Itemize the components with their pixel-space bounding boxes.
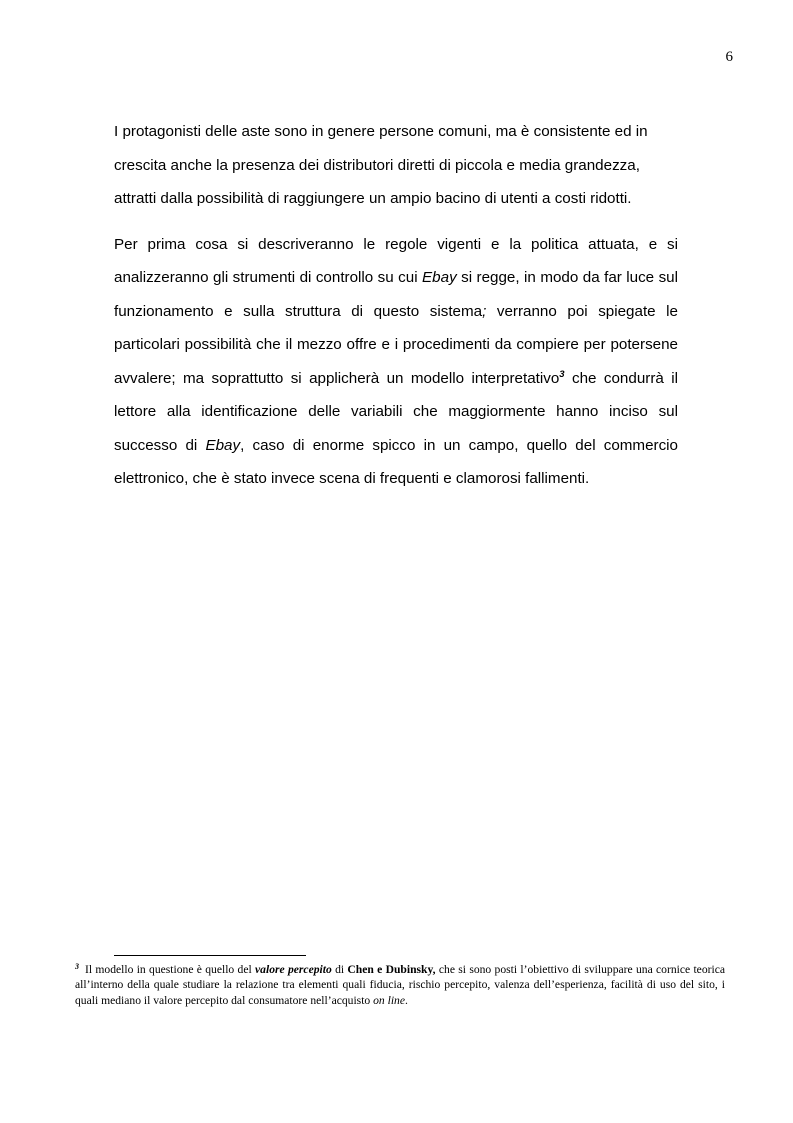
ebay-term: Ebay <box>205 436 241 454</box>
paragraph-2 <box>114 228 678 496</box>
footnote-text: Il modello in questione è quello del <box>85 963 256 976</box>
footnote-separator <box>114 955 306 956</box>
footnote-reference: 3 <box>559 368 565 380</box>
page-number: 6 <box>725 49 733 65</box>
ebay-term: Ebay <box>422 269 457 286</box>
footnote-text: di <box>331 963 348 976</box>
footnote-authors: Chen e Dubinsky, <box>347 963 436 976</box>
paragraph-2-text: si regge, in modo da far luce sul funzionamento e sulla struttura di questo sistema <box>114 269 678 320</box>
body-text <box>114 115 678 508</box>
footnote-text: . <box>405 993 408 1007</box>
footnote-online: on line <box>373 993 406 1007</box>
footnote-text: che si sono posti l’obiettivo di sviluppare una cornice teorica all’interno della quale studiare la relazione tra elementi quali fiducia, rischio percepito, valenza dell’esperienza, facilità di uso del sito, i quali mediano il valore percepito dal consumatore nell’acquisto <box>75 963 725 1007</box>
paragraph-2-text: verranno poi spiegate le particolari possibilità che il mezzo offre e i procedimenti da compiere per potersene avvalere; ma soprattutto si applicherà un modello interpretativo <box>114 302 678 387</box>
footnote-term: valore percepito <box>255 963 332 976</box>
paragraph-2-text: , caso di enorme spicco in un campo, quello del commercio elettronico, che è stato invece scena di frequenti e clamorosi fallimenti. <box>114 436 678 487</box>
semicolon-mark: ; <box>482 302 487 320</box>
paragraph-1: I protagonisti delle aste sono in genere persone comuni, ma è consistente ed in crescita anche la presenza dei distributori diretti di piccola e media grandezza, attratti dalla possibilità di raggiungere un ampio bacino di utenti a costi ridotti. <box>114 123 648 207</box>
paragraph-2-text: che condurrà il lettore alla identificazione delle variabili che maggiormente hanno inciso sul successo di <box>114 369 678 454</box>
footnote-marker: 3 <box>75 962 79 971</box>
paragraph-2-text: Per prima cosa si descriveranno le regole vigenti e la politica attuata, e si analizzeranno gli strumenti di controllo su cui <box>114 235 678 286</box>
footnote <box>75 962 725 1008</box>
